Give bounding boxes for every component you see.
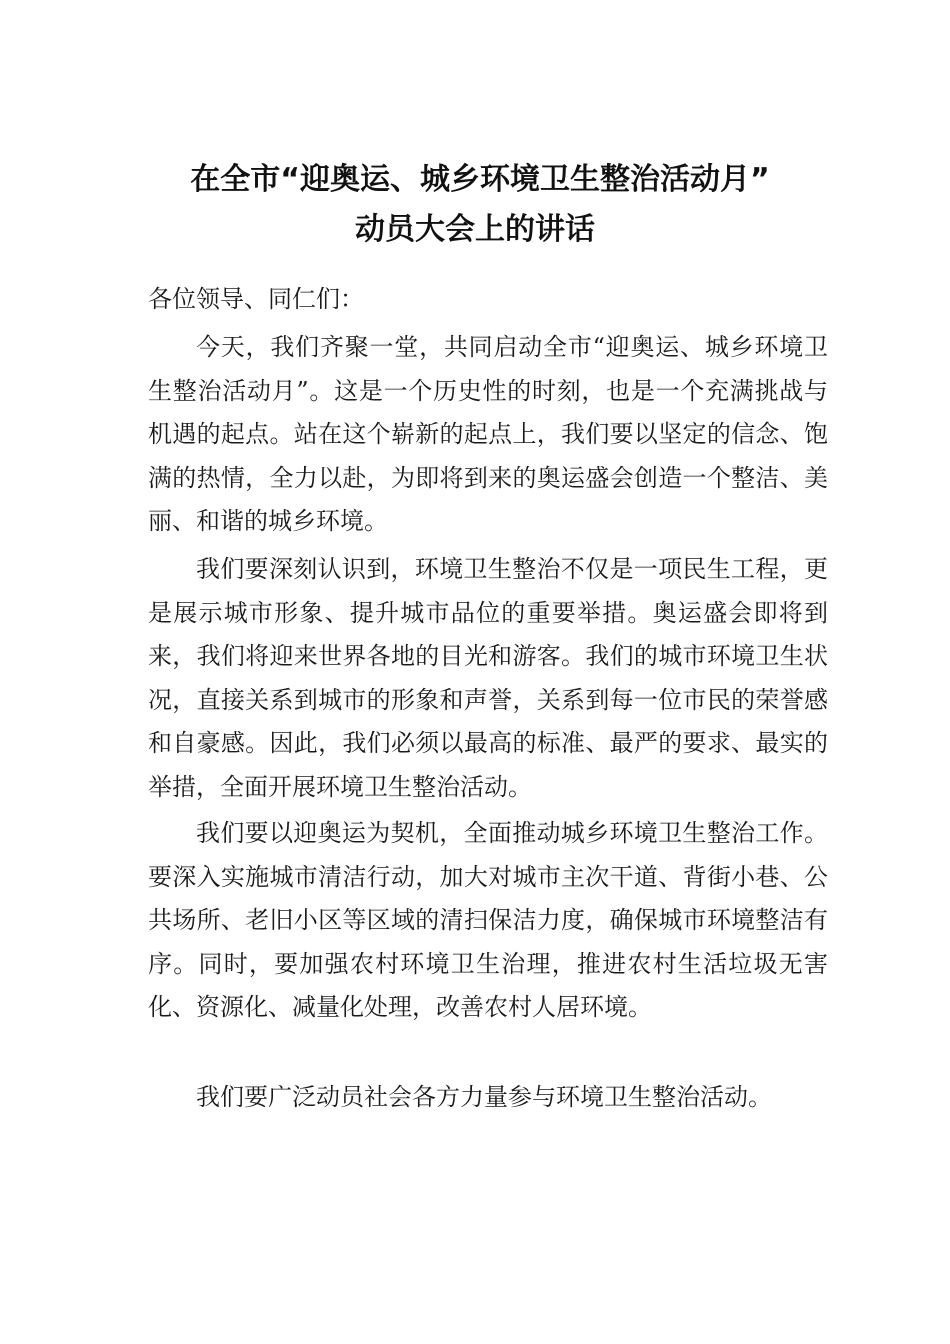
paragraph-2: 我们要深刻认识到，环境卫生整治不仅是一项民生工程，更是展示城市形象、提升城市品位的重要举措。奥运盛会即将到来，我们将迎来世界各地的目光和游客。我们的城市环境卫生状况，直接关系到城市的形象和声誉，关系到每一位市民的荣誉感和自豪感。因此，我们必须以最高的标准、最严的要求、最实的举措，全面开展环境卫生整治活动。 bbox=[148, 555, 828, 801]
document-title-line-2: 动员大会上的讲话 bbox=[355, 212, 595, 247]
document-title-line-1: 在全市“迎奥运、城乡环境卫生整治活动月” bbox=[190, 162, 770, 197]
paragraph-3: 我们要以迎奥运为契机，全面推动城乡环境卫生整治工作。要深入实施城市清洁行动，加大对城市主次干道、背街小巷、公共场所、老旧小区等区域的清扫保洁力度，确保城市环境整洁有序。同时，要加强农村环境卫生治理，推进农村生活垃圾无害化、资源化、减量化处理，改善农村人居环境。 bbox=[148, 819, 828, 1021]
salutation: 各位领导、同仁们： bbox=[148, 285, 364, 313]
paragraph-1: 今天，我们齐聚一堂，共同启动全市“迎奥运、城乡环境卫生整治活动月”。这是一个历史性的时刻，也是一个充满挑战与机遇的起点。站在这个崭新的起点上，我们要以坚定的信念、饱满的热情，全力以赴，为即将到来的奥运盛会创造一个整洁、美丽、和谐的城乡环境。 bbox=[148, 333, 828, 535]
paragraph-4: 我们要广泛动员社会各方力量参与环境卫生整治活动。 bbox=[196, 1083, 772, 1111]
